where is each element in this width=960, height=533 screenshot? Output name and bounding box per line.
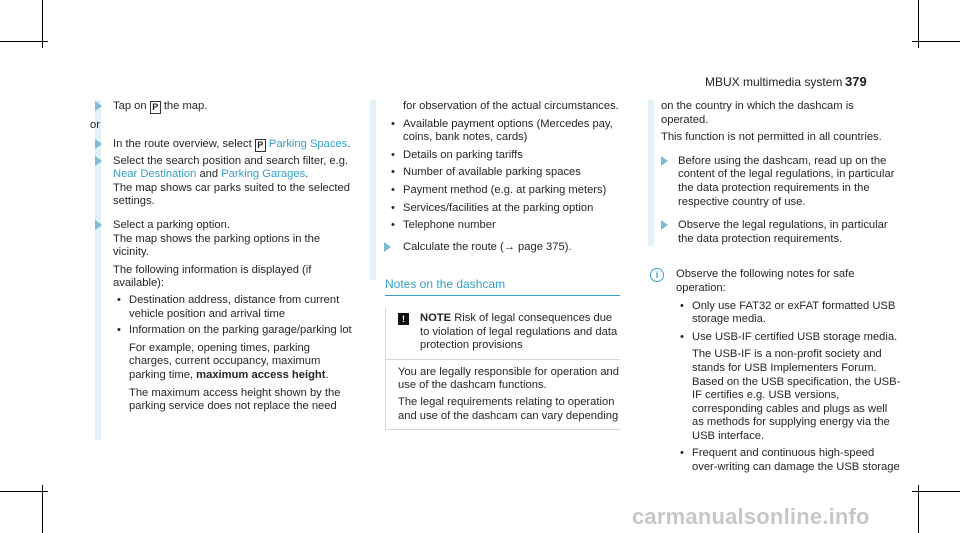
parking-spaces-link[interactable]: Parking Spaces — [268, 137, 348, 150]
list-item: • Information on the parking garage/parking lot — [113, 324, 353, 338]
list-item: • Telephone number — [387, 219, 620, 233]
column-2 — [385, 100, 620, 430]
section-rule — [385, 295, 620, 296]
step-read-regulations: Before using the dashcam, read up on the content of the legal regulations, in particular the data protection requirements in the respective country of use. — [661, 155, 901, 209]
step-arrow-icon — [95, 156, 102, 166]
step-arrow-icon — [384, 242, 391, 252]
step-search-filter: Select the search position and search filter, e.g. Near Destination and Parking Garages. — [113, 155, 353, 182]
crop-mark — [912, 491, 960, 492]
running-header: MBUX multimedia system — [705, 75, 843, 89]
info-icon: i — [650, 268, 664, 282]
list-item: • Use USB-IF certified USB storage media. — [676, 331, 901, 345]
parking-icon: P — [150, 101, 161, 114]
watermark: carmanualsonline.info — [632, 504, 870, 529]
paragraph: This function is not permitted in all countries. — [661, 131, 882, 144]
page-ref-link[interactable]: page 375). — [514, 240, 572, 253]
page-number: 379 — [845, 74, 867, 89]
list-item-detail: For example, opening times, parking charges, current occupancy, maximum parking time, maximum access height. — [129, 341, 329, 381]
warning-icon: ! — [398, 313, 409, 325]
list-item: • Payment method (e.g. at parking meters) — [387, 184, 620, 198]
step-arrow-icon — [95, 220, 102, 230]
info-text: Observe the following notes for safe operation: — [676, 268, 855, 294]
crop-mark — [42, 485, 43, 533]
margin-bar — [370, 100, 376, 280]
continued-text: for observation of the actual circumstances. — [403, 100, 619, 112]
list-item: • Details on parking tariffs — [387, 149, 620, 163]
page-ref-arrow-icon: → — [503, 240, 515, 253]
divider — [386, 359, 620, 360]
warning-note: ! NOTE Risk of legal consequences due to violation of legal regulations and data protection provisions — [398, 312, 620, 353]
list-item: • Only use FAT32 or exFAT formatted USB storage media. — [676, 300, 901, 327]
step-calculate-route: Calculate the route (→ page 375). — [385, 241, 620, 255]
crop-mark — [0, 491, 48, 492]
list-item: • Destination address, distance from current vehicle position and arrival time — [113, 294, 353, 321]
parking-garages-link[interactable]: Parking Garages — [221, 168, 306, 181]
list-item: • Number of available parking spaces — [387, 166, 620, 180]
step-route-overview: In the route overview, select P Parking Spaces. — [113, 138, 353, 152]
column-1 — [90, 100, 353, 414]
step-arrow-icon — [95, 101, 102, 111]
near-destination-link[interactable]: Near Destination — [113, 168, 197, 181]
paragraph: You are legally responsible for operation and use of the dashcam functions. — [398, 365, 620, 392]
column-3 — [655, 100, 901, 475]
list-item-detail: The USB-IF is a non-profit society and stands for USB Implementers Forum. Based on the USB specification, the USB-IF certifies e.g. USB versions, corresponding cables and plugs as well as methods for supplying energy via the USB interface. — [692, 348, 901, 442]
crop-mark — [912, 41, 960, 42]
crop-mark — [918, 485, 919, 533]
margin-bar — [95, 100, 101, 440]
step-arrow-icon — [661, 220, 668, 230]
warning-box — [385, 308, 620, 430]
map-info: The map shows the parking options in the vicinity. — [113, 232, 321, 259]
step-tap-map: Tap on P the map. — [113, 100, 353, 114]
crop-mark — [0, 41, 48, 42]
parking-icon: P — [255, 139, 266, 152]
section-title: Notes on the dashcam — [385, 277, 506, 292]
continued-text: on the country in which the dashcam is operated. — [661, 100, 854, 126]
step-note: The map shows car parks suited to the selected settings. — [113, 181, 350, 208]
margin-bar — [648, 100, 654, 246]
list-item: • Frequent and continuous high-speed over-writing can damage the USB storage — [676, 447, 901, 474]
list-item: • Services/facilities at the parking option — [387, 202, 620, 216]
info-block — [655, 268, 901, 474]
step-arrow-icon — [661, 156, 668, 166]
paragraph: The legal requirements relating to operation and use of the dashcam can vary depending — [398, 395, 619, 422]
or-text: or — [90, 119, 100, 131]
step-select-option: Select a parking option. — [113, 219, 353, 233]
list-item: • Available payment options (Mercedes pay, coins, bank notes, cards) — [387, 118, 620, 145]
step-arrow-icon — [95, 139, 102, 149]
info-displayed: The following information is displayed (if available): — [113, 263, 312, 290]
list-item-detail: The maximum access height shown by the parking service does not replace the need — [129, 386, 341, 413]
step-observe-regulations: Observe the legal regulations, in particular the data protection requirements. — [661, 219, 901, 246]
